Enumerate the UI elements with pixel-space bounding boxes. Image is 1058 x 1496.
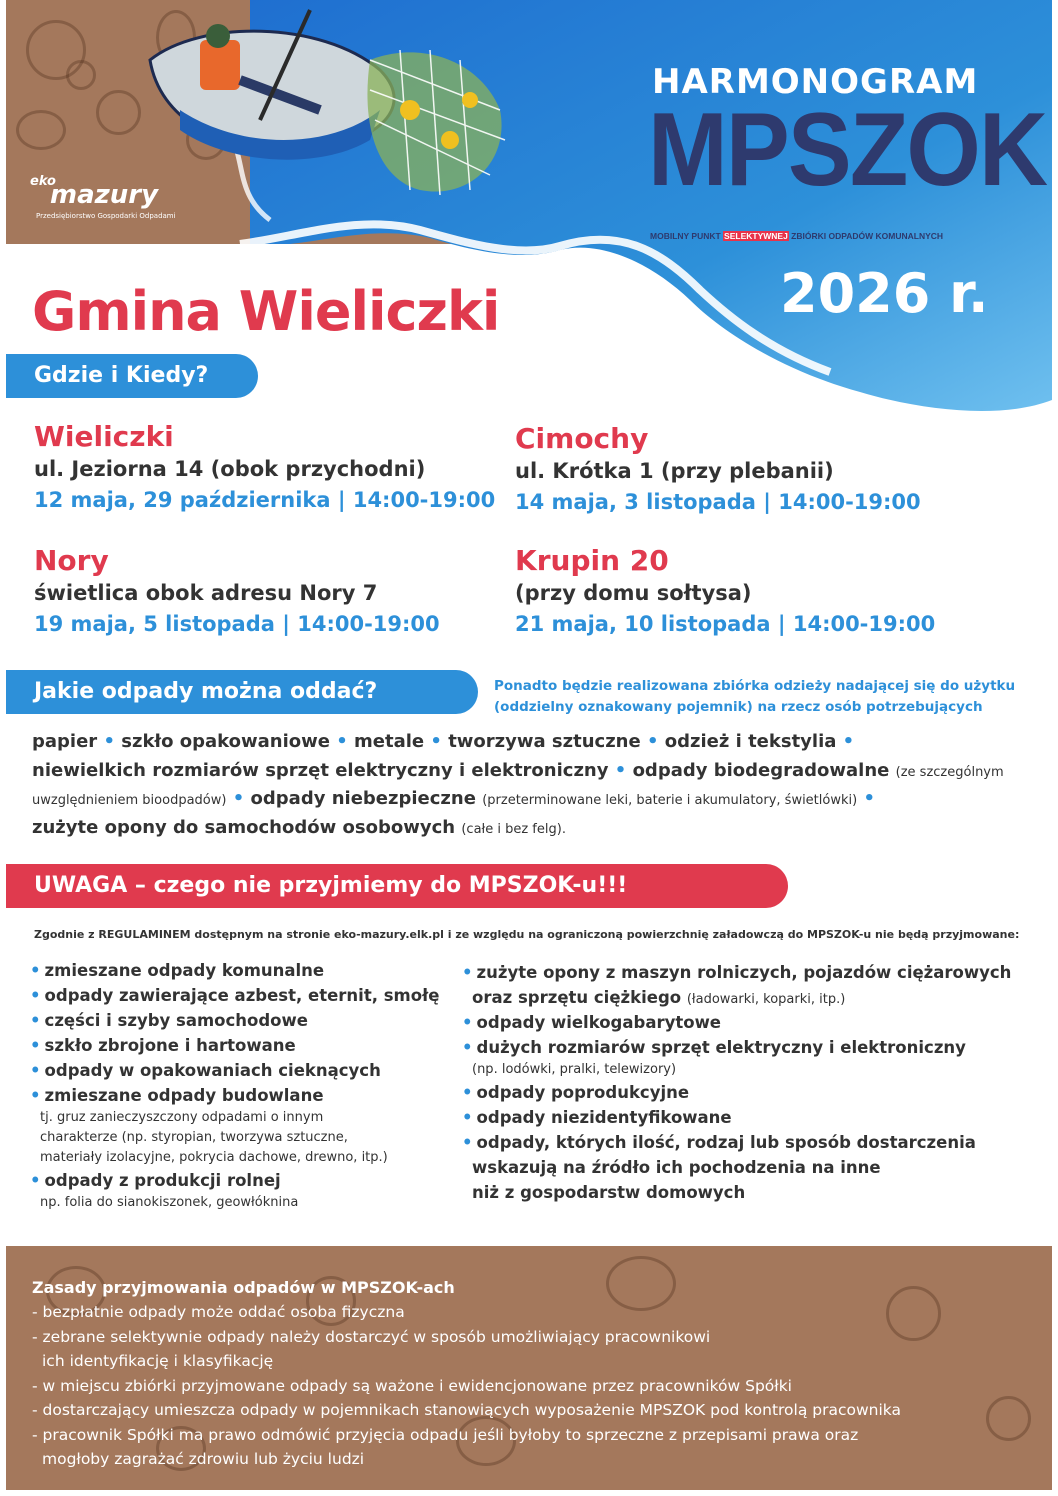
note-line: Ponadto będzie realizowana zbiórka odzieży nadającej się do użytku xyxy=(494,678,1016,694)
rule-item: - zebrane selektywnie odpady należy dostarczyć w sposób umożliwiający pracownikowi xyxy=(32,1327,711,1346)
rule-item: - bezpłatnie odpady może oddać osoba fizyczna xyxy=(32,1303,405,1321)
location-wieliczki xyxy=(34,420,495,516)
waste-item: odpady niebezpieczne xyxy=(250,788,476,809)
subtitle-highlight: SELEKTYWNEJ xyxy=(724,231,788,241)
list-item: • odpady w opakowaniach cieknących xyxy=(30,1061,381,1080)
item-text: wskazują na źródło ich pochodzenia na inne xyxy=(472,1158,881,1177)
item-text: zmieszane odpady komunalne xyxy=(44,961,325,980)
accepted-waste-heading: Jakie odpady można oddać? xyxy=(6,670,478,714)
location-name: Cimochy xyxy=(515,422,649,455)
location-dates: 19 maja, 5 listopada | 14:00-19:00 xyxy=(34,612,440,636)
item-detail: np. folia do sianokiszonek, geowłóknina xyxy=(40,1195,299,1210)
location-nory xyxy=(34,544,440,640)
fisherman-head xyxy=(206,24,230,48)
waste-item-note: (całe i bez felg). xyxy=(461,821,566,837)
list-item: • odpady niezidentyfikowane xyxy=(462,1108,732,1127)
list-item: • odpady poprodukcyjne xyxy=(462,1083,690,1102)
list-item: • dużych rozmiarów sprzęt elektryczny i elektroniczny (np. lodówki, pralki, telewizory) xyxy=(462,1035,1011,1080)
logo-tagline: Przedsiębiorstwo Gospodarki Odpadami xyxy=(36,212,176,220)
list-item: • szkło zbrojone i hartowane xyxy=(30,1036,296,1055)
item-text: odpady poprodukcyjne xyxy=(476,1083,690,1102)
item-text: niż z gospodarstw domowych xyxy=(472,1183,746,1202)
waste-item: tworzywa sztuczne xyxy=(448,731,641,752)
rules-title: Zasady przyjmowania odpadów w MPSZOK-ach xyxy=(32,1278,455,1297)
mpszok-subtitle xyxy=(650,231,943,241)
logo-prefix: eko xyxy=(30,174,56,189)
logo-name: mazury xyxy=(50,180,159,210)
clothing-collection-note xyxy=(494,676,1054,718)
item-text: odpady, których ilość, rodzaj lub sposób dostarczenia xyxy=(476,1133,976,1152)
rule-item: ich identyfikację i klasyfikację xyxy=(42,1352,274,1370)
waste-item: zużyte opony do samochodów osobowych xyxy=(32,816,456,838)
page-title: Gmina Wieliczki xyxy=(32,280,500,343)
item-text: zmieszane odpady budowlane xyxy=(44,1086,324,1105)
location-cimochy xyxy=(515,422,921,518)
location-dates: 21 maja, 10 listopada | 14:00-19:00 xyxy=(515,612,936,636)
list-item: • odpady, których ilość, rodzaj lub sposób dostarczenia wskazują na źródło ich pochodzenia na inne niż z gospodarstw domowych xyxy=(462,1130,1011,1205)
not-accepted-list-right xyxy=(462,960,1011,1205)
location-address: (przy domu sołtysa) xyxy=(515,581,752,605)
list-item: • zmieszane odpady budowlane tj. gruz zanieczyszczony odpadami o innym charakterze (np. styropian, tworzywa sztuczne, materiały izolacyjne, pokrycia dachowe, drewno, itp.) xyxy=(30,1083,439,1168)
subtitle-part: MOBILNY PUNKT xyxy=(650,231,724,241)
list-item: • odpady wielkogabarytowe xyxy=(462,1013,722,1032)
item-text: szkło zbrojone i hartowane xyxy=(44,1036,296,1055)
year-label: 2026 r. xyxy=(780,262,989,325)
waste-item: odzież i tekstylia xyxy=(664,731,837,752)
item-text: odpady niezidentyfikowane xyxy=(476,1108,732,1127)
note-line: (oddzielny oznakowany pojemnik) na rzecz osób potrzebujących xyxy=(494,699,983,715)
item-text: odpady w opakowaniach cieknących xyxy=(44,1061,381,1080)
list-item: • odpady zawierające azbest, eternit, smołę xyxy=(30,986,440,1005)
rules-section xyxy=(32,1276,1032,1472)
where-when-heading: Gdzie i Kiedy? xyxy=(6,354,258,398)
list-item: • części i szyby samochodowe xyxy=(30,1011,308,1030)
item-text: odpady wielkogabarytowe xyxy=(476,1013,722,1032)
location-krupin xyxy=(515,544,935,640)
item-text: dużych rozmiarów sprzęt elektryczny i elektroniczny xyxy=(476,1038,966,1057)
not-accepted-heading: UWAGA – czego nie przyjmiemy do MPSZOK-u!!! xyxy=(6,864,788,908)
item-text: odpady z produkcji rolnej xyxy=(44,1171,281,1190)
location-name: Krupin 20 xyxy=(515,544,669,577)
list-item: • zmieszane odpady komunalne xyxy=(30,961,325,980)
mpszok-title: MPSZOK xyxy=(648,92,1047,208)
subtitle-part: ZBIÓRKI ODPADÓW KOMUNALNYCH xyxy=(788,231,944,241)
accepted-waste-list: papier • szkło opakowaniowe • metale • tworzywa sztuczne • odzież i tekstylia • niewielkich rozmiarów sprzęt elektryczny i elektroniczny • odpady biodegradowalne (ze szczególnym uwzględnieniem bioodpadów) • odpady niebezpieczne (przeterminowane leki, baterie i akumulatory, świetlówki) • zużyte opony do samochodów osobowych (całe i bez felg). xyxy=(32,731,1004,838)
item-detail: materiały izolacyjne, pokrycia dachowe, drewno, itp.) xyxy=(40,1150,388,1165)
item-text: oraz sprzętu ciężkiego xyxy=(472,988,682,1007)
waste-item: papier xyxy=(32,731,98,752)
rule-item: - pracownik Spółki ma prawo odmówić przyjęcia odpadu jeśli byłoby to sprzeczne z przepisami prawa oraz xyxy=(32,1425,859,1444)
regulation-note: Zgodnie z REGULAMINEM dostępnym na stronie eko-mazury.elk.pl i ze względu na ograniczoną powierzchnię załadowczą do MPSZOK-u nie będą przyjmowane: xyxy=(34,928,1020,941)
list-item: • zużyte opony z maszyn rolniczych, pojazdów ciężarowych oraz sprzętu ciężkiego (ładowarki, koparki, itp.) xyxy=(462,963,1012,1007)
waste-item: metale xyxy=(354,731,425,752)
list-item: • odpady z produkcji rolnej np. folia do sianokiszonek, geowłóknina xyxy=(30,1168,439,1213)
rule-item: mogłoby zagrażać zdrowiu lub życiu ludzi xyxy=(42,1450,365,1468)
not-accepted-list-left xyxy=(30,958,439,1213)
item-detail: (ładowarki, koparki, itp.) xyxy=(686,992,846,1007)
location-dates: 14 maja, 3 listopada | 14:00-19:00 xyxy=(515,490,921,514)
location-name: Wieliczki xyxy=(34,420,174,453)
location-name: Nory xyxy=(34,544,109,577)
location-address: świetlica obok adresu Nory 7 xyxy=(34,581,378,605)
item-detail: tj. gruz zanieczyszczony odpadami o innym xyxy=(40,1110,324,1125)
location-dates: 12 maja, 29 października | 14:00-19:00 xyxy=(34,488,496,512)
location-address: ul. Jeziorna 14 (obok przychodni) xyxy=(34,457,426,481)
waste-item-note: (przeterminowane leki, baterie i akumulatory, świetlówki) xyxy=(482,793,858,808)
rule-item: - dostarczający umieszcza odpady w pojemnikach stanowiących wyposażenie MPSZOK pod kontrolą pracownika xyxy=(32,1401,901,1419)
item-text: części i szyby samochodowe xyxy=(44,1011,308,1030)
harmonogram-title: HARMONOGRAM xyxy=(652,62,979,102)
item-text: odpady zawierające azbest, eternit, smołę xyxy=(44,986,440,1005)
eko-mazury-logo xyxy=(30,160,190,230)
item-detail: (np. lodówki, pralki, telewizory) xyxy=(472,1062,677,1077)
location-address: ul. Krótka 1 (przy plebanii) xyxy=(515,459,834,483)
waste-item: niewielkich rozmiarów sprzęt elektryczny i elektroniczny xyxy=(32,759,609,781)
item-detail: charakterze (np. styropian, tworzywa sztuczne, xyxy=(40,1130,348,1145)
waste-item: odpady biodegradowalne xyxy=(632,759,890,781)
rule-item: - w miejscu zbiórki przyjmowane odpady są ważone i ewidencjonowane przez pracowników Spółki xyxy=(32,1376,792,1395)
waste-item: szkło opakowaniowe xyxy=(121,731,330,752)
item-text: zużyte opony z maszyn rolniczych, pojazdów ciężarowych xyxy=(476,963,1012,982)
waste-item-note: (ze szczególnym uwzględnieniem bioodpadów) xyxy=(32,764,1004,808)
